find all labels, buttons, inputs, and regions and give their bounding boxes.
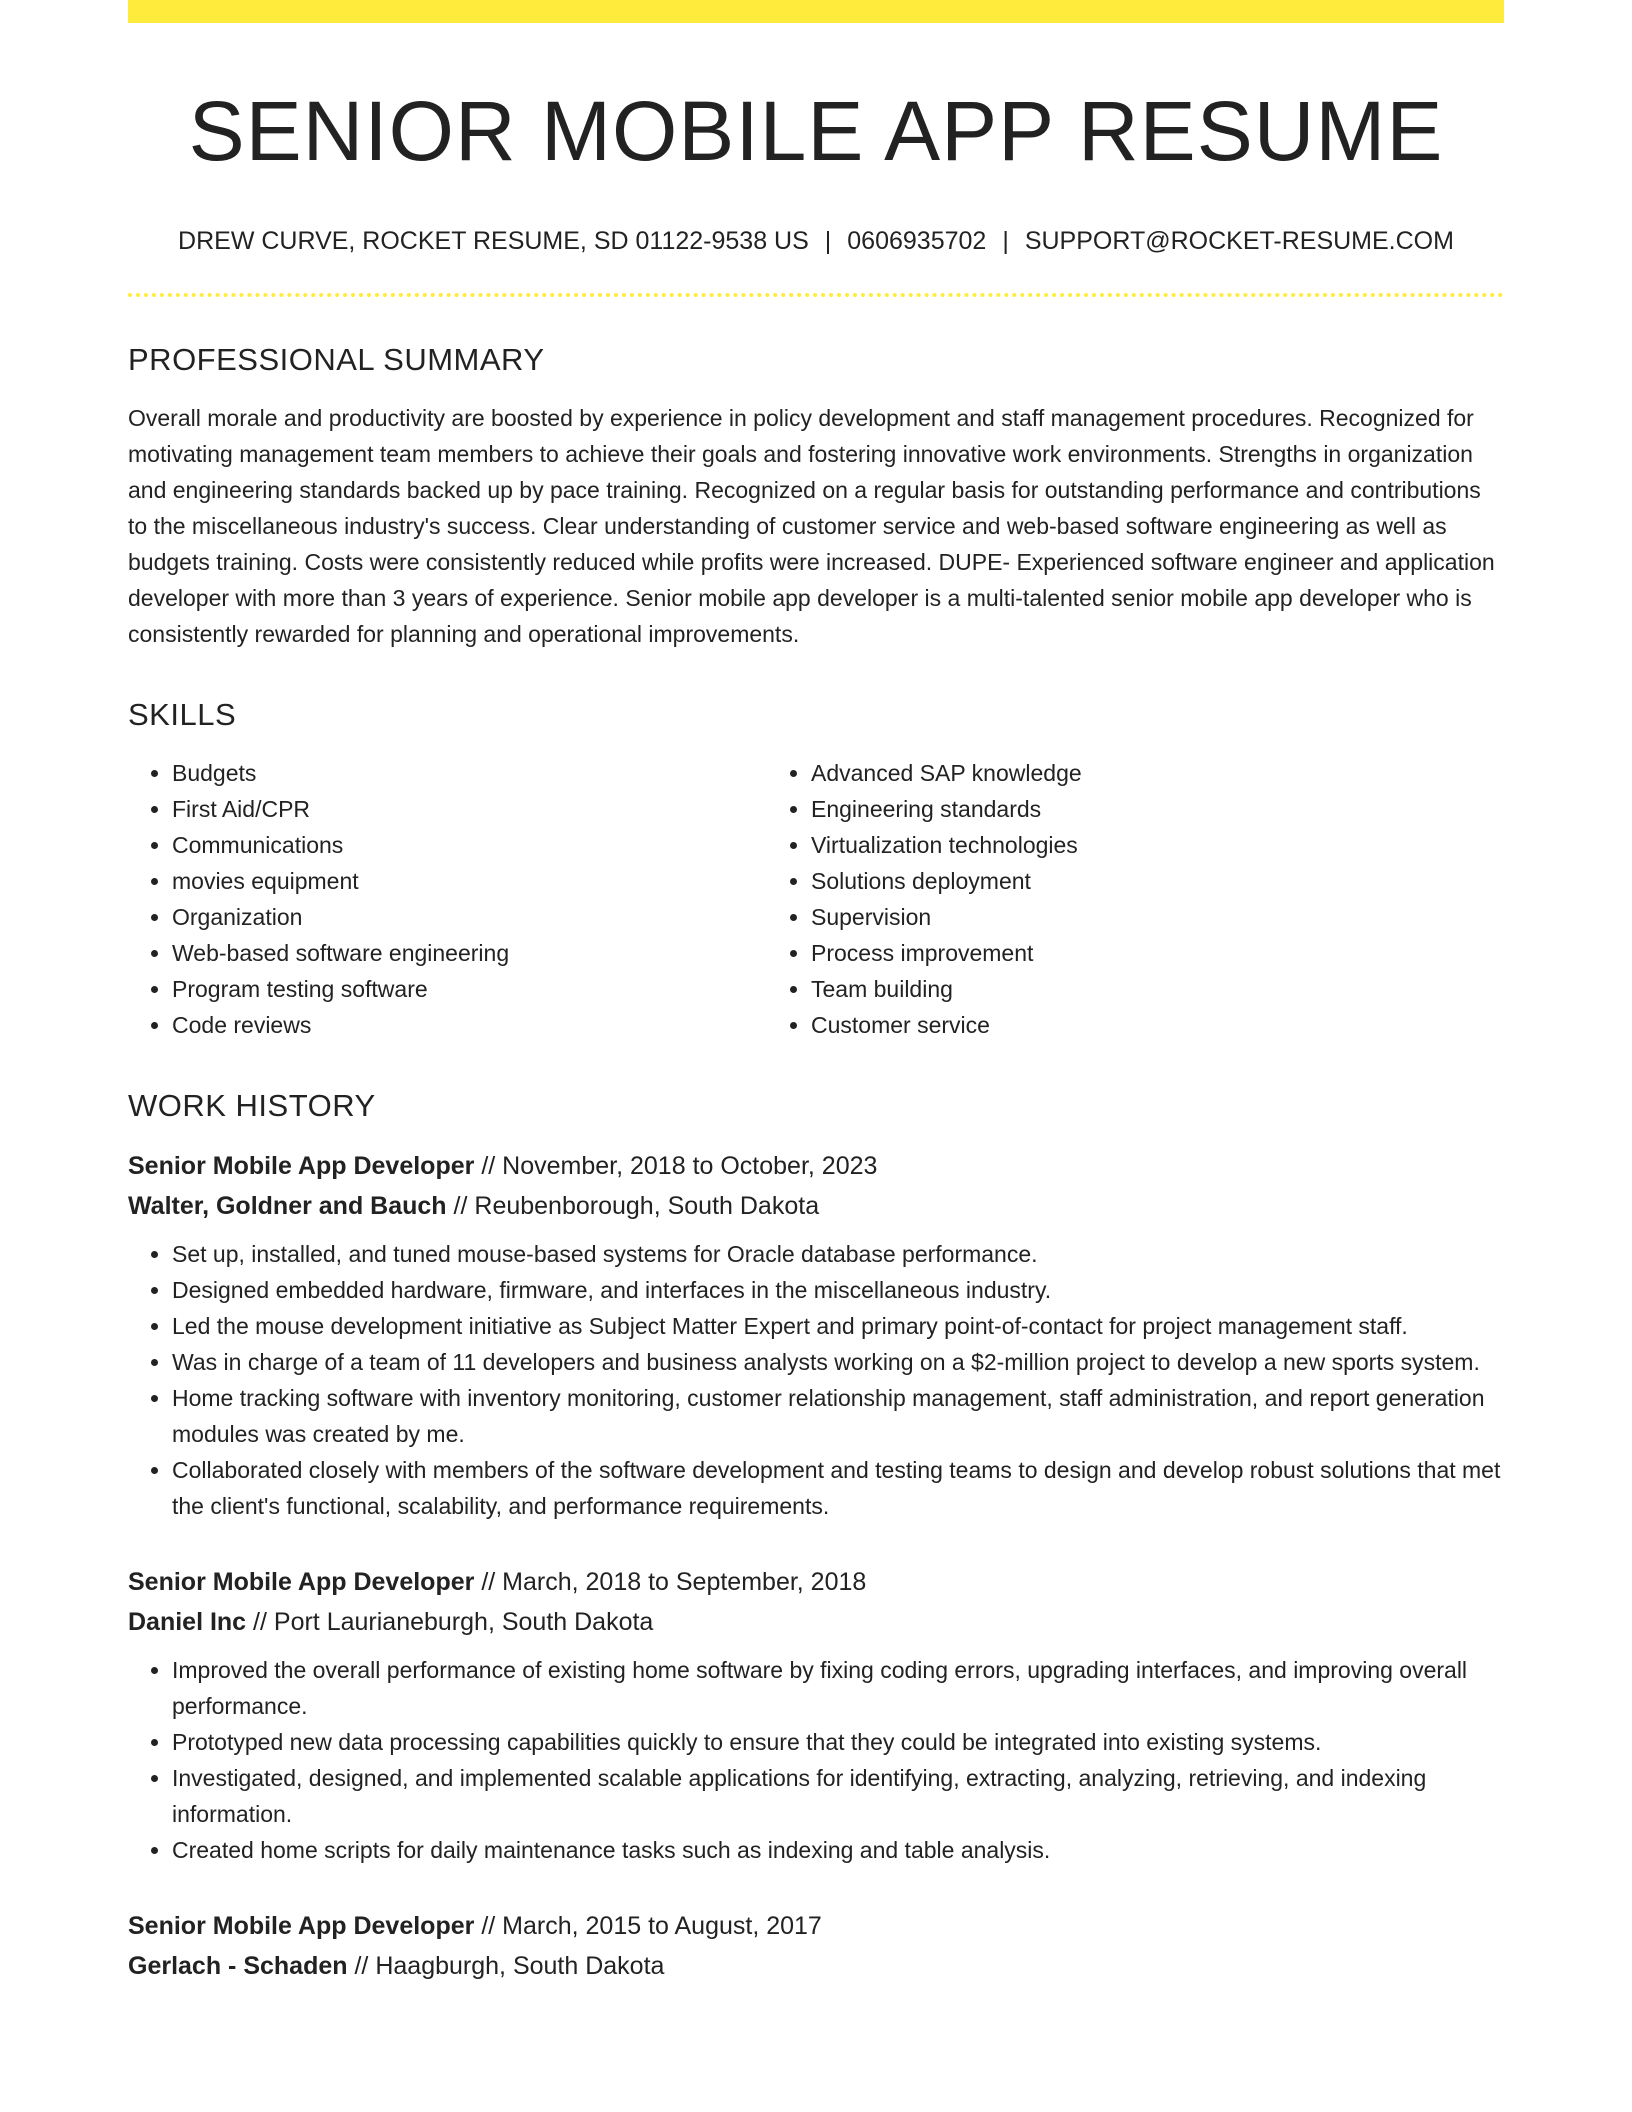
skill-item: • First Aid/CPR xyxy=(172,791,762,827)
job-dates: March, 2018 to September, 2018 xyxy=(502,1568,867,1597)
skill-item: • Communications xyxy=(172,827,762,863)
job-entry xyxy=(128,1562,1504,1868)
skill-item: • Budgets xyxy=(172,755,762,791)
job-bullet: • Created home scripts for daily maintenance tasks such as indexing and table analysis. xyxy=(172,1832,1504,1868)
skill-item: • Customer service xyxy=(811,1007,1396,1043)
job-location: Haagburgh, South Dakota xyxy=(375,1952,665,1981)
job-company-line xyxy=(128,1946,1504,1986)
job-delimiter: // xyxy=(253,1608,267,1637)
job-title: Senior Mobile App Developer xyxy=(128,1152,475,1181)
job-location: Reubenborough, South Dakota xyxy=(474,1192,820,1221)
skill-item: • Web-based software engineering xyxy=(172,935,762,971)
job-delimiter: // xyxy=(354,1952,369,1981)
skill-item: • Organization xyxy=(172,899,762,935)
accent-top-bar xyxy=(128,0,1504,23)
job-bullet: • Home tracking software with inventory monitoring, customer relationship management, staff administration, and report generation modules was created by me. xyxy=(172,1380,1504,1452)
skill-item: • movies equipment xyxy=(172,863,762,899)
skill-item: • Virtualization technologies xyxy=(811,827,1396,863)
contact-email: SUPPORT@ROCKET-RESUME.COM xyxy=(1024,226,1454,255)
job-bullet: • Led the mouse development initiative as Subject Matter Expert and primary point-of-contact for project management staff. xyxy=(172,1308,1504,1344)
skills-list-left xyxy=(128,755,762,1043)
job-bullet: • Investigated, designed, and implemented scalable applications for identifying, extracting, analyzing, retrieving, and indexing information. xyxy=(172,1760,1504,1832)
skills-heading: SKILLS xyxy=(128,696,237,732)
job-delimiter: // xyxy=(453,1192,468,1221)
work-history-heading: WORK HISTORY xyxy=(128,1087,376,1123)
job-bullet: • Prototyped new data processing capabilities quickly to ensure that they could be integrated into existing systems. xyxy=(172,1724,1504,1760)
summary-section xyxy=(128,341,1504,652)
resume-page xyxy=(128,0,1504,1986)
job-delimiter: // xyxy=(481,1152,496,1181)
job-company-line xyxy=(128,1186,1504,1226)
contact-address: DREW CURVE, ROCKET RESUME, SD 01122-9538 US xyxy=(178,226,809,255)
job-title: Senior Mobile App Developer xyxy=(128,1912,475,1941)
contact-phone: 0606935702 xyxy=(847,226,987,255)
skill-item: • Advanced SAP knowledge xyxy=(811,755,1396,791)
skill-item: • Team building xyxy=(811,971,1396,1007)
job-delimiter: // xyxy=(481,1912,496,1941)
job-dates: November, 2018 to October, 2023 xyxy=(502,1152,878,1181)
skills-list-right xyxy=(762,755,1396,1043)
job-company: Daniel Inc xyxy=(128,1608,247,1637)
job-company: Gerlach - Schaden xyxy=(128,1952,348,1981)
job-delimiter: // xyxy=(481,1568,496,1597)
job-bullet: • Was in charge of a team of 11 developers and business analysts working on a $2-million project to develop a new sports system. xyxy=(172,1344,1504,1380)
job-entry xyxy=(128,1906,1504,1986)
summary-heading: PROFESSIONAL SUMMARY xyxy=(128,341,545,377)
job-bullets xyxy=(128,1652,1504,1868)
job-title: Senior Mobile App Developer xyxy=(128,1568,475,1597)
dotted-divider xyxy=(128,293,1504,297)
job-dates: March, 2015 to August, 2017 xyxy=(502,1912,822,1941)
job-bullet: • Designed embedded hardware, firmware, and interfaces in the miscellaneous industry. xyxy=(172,1272,1504,1308)
job-company-line xyxy=(128,1602,1504,1642)
job-bullet: • Collaborated closely with members of the software development and testing teams to design and develop robust solutions that met the client's functional, scalability, and performance requirements. xyxy=(172,1452,1504,1524)
skill-item: • Engineering standards xyxy=(811,791,1396,827)
skill-item: • Code reviews xyxy=(172,1007,762,1043)
skills-columns xyxy=(128,755,1504,1043)
job-bullets xyxy=(128,1236,1504,1524)
summary-text: Overall morale and productivity are boosted by experience in policy development and staff management procedures. Recognized for motivating management team members to achieve their goals and fostering innovative work environments. Strengths in organization and engineering standards backed up by pace training. Recognized on a regular basis for outstanding performance and contributions to the miscellaneous industry's success. Clear understanding of customer service and web-based software engineering as well as budgets training. Costs were consistently reduced while profits were increased. DUPE- Experienced software engineer and application developer with more than 3 years of experience. Senior mobile app developer is a multi-talented senior mobile app developer who is consistently rewarded for planning and operational improvements. xyxy=(128,404,1495,647)
job-bullet: • Improved the overall performance of existing home software by fixing coding errors, upgrading interfaces, and improving overall performance. xyxy=(172,1652,1504,1724)
job-company: Walter, Goldner and Bauch xyxy=(128,1192,447,1221)
resume-title: SENIOR MOBILE APP RESUME xyxy=(188,84,1444,178)
job-entry xyxy=(128,1146,1504,1524)
job-title-line xyxy=(128,1906,1504,1946)
contact-separator: | xyxy=(824,226,832,255)
contact-separator: | xyxy=(1002,226,1009,255)
job-bullet: • Set up, installed, and tuned mouse-based systems for Oracle database performance. xyxy=(172,1236,1504,1272)
work-history-section xyxy=(128,1087,1504,1986)
contact-line xyxy=(128,226,1504,256)
job-title-line xyxy=(128,1562,1504,1602)
skill-item: • Supervision xyxy=(811,899,1396,935)
job-location: Port Laurianeburgh, South Dakota xyxy=(273,1608,654,1637)
skill-item: • Program testing software xyxy=(172,971,762,1007)
job-title-line xyxy=(128,1146,1504,1186)
skill-item: • Solutions deployment xyxy=(811,863,1396,899)
skill-item: • Process improvement xyxy=(811,935,1396,971)
skills-section xyxy=(128,696,1504,1043)
